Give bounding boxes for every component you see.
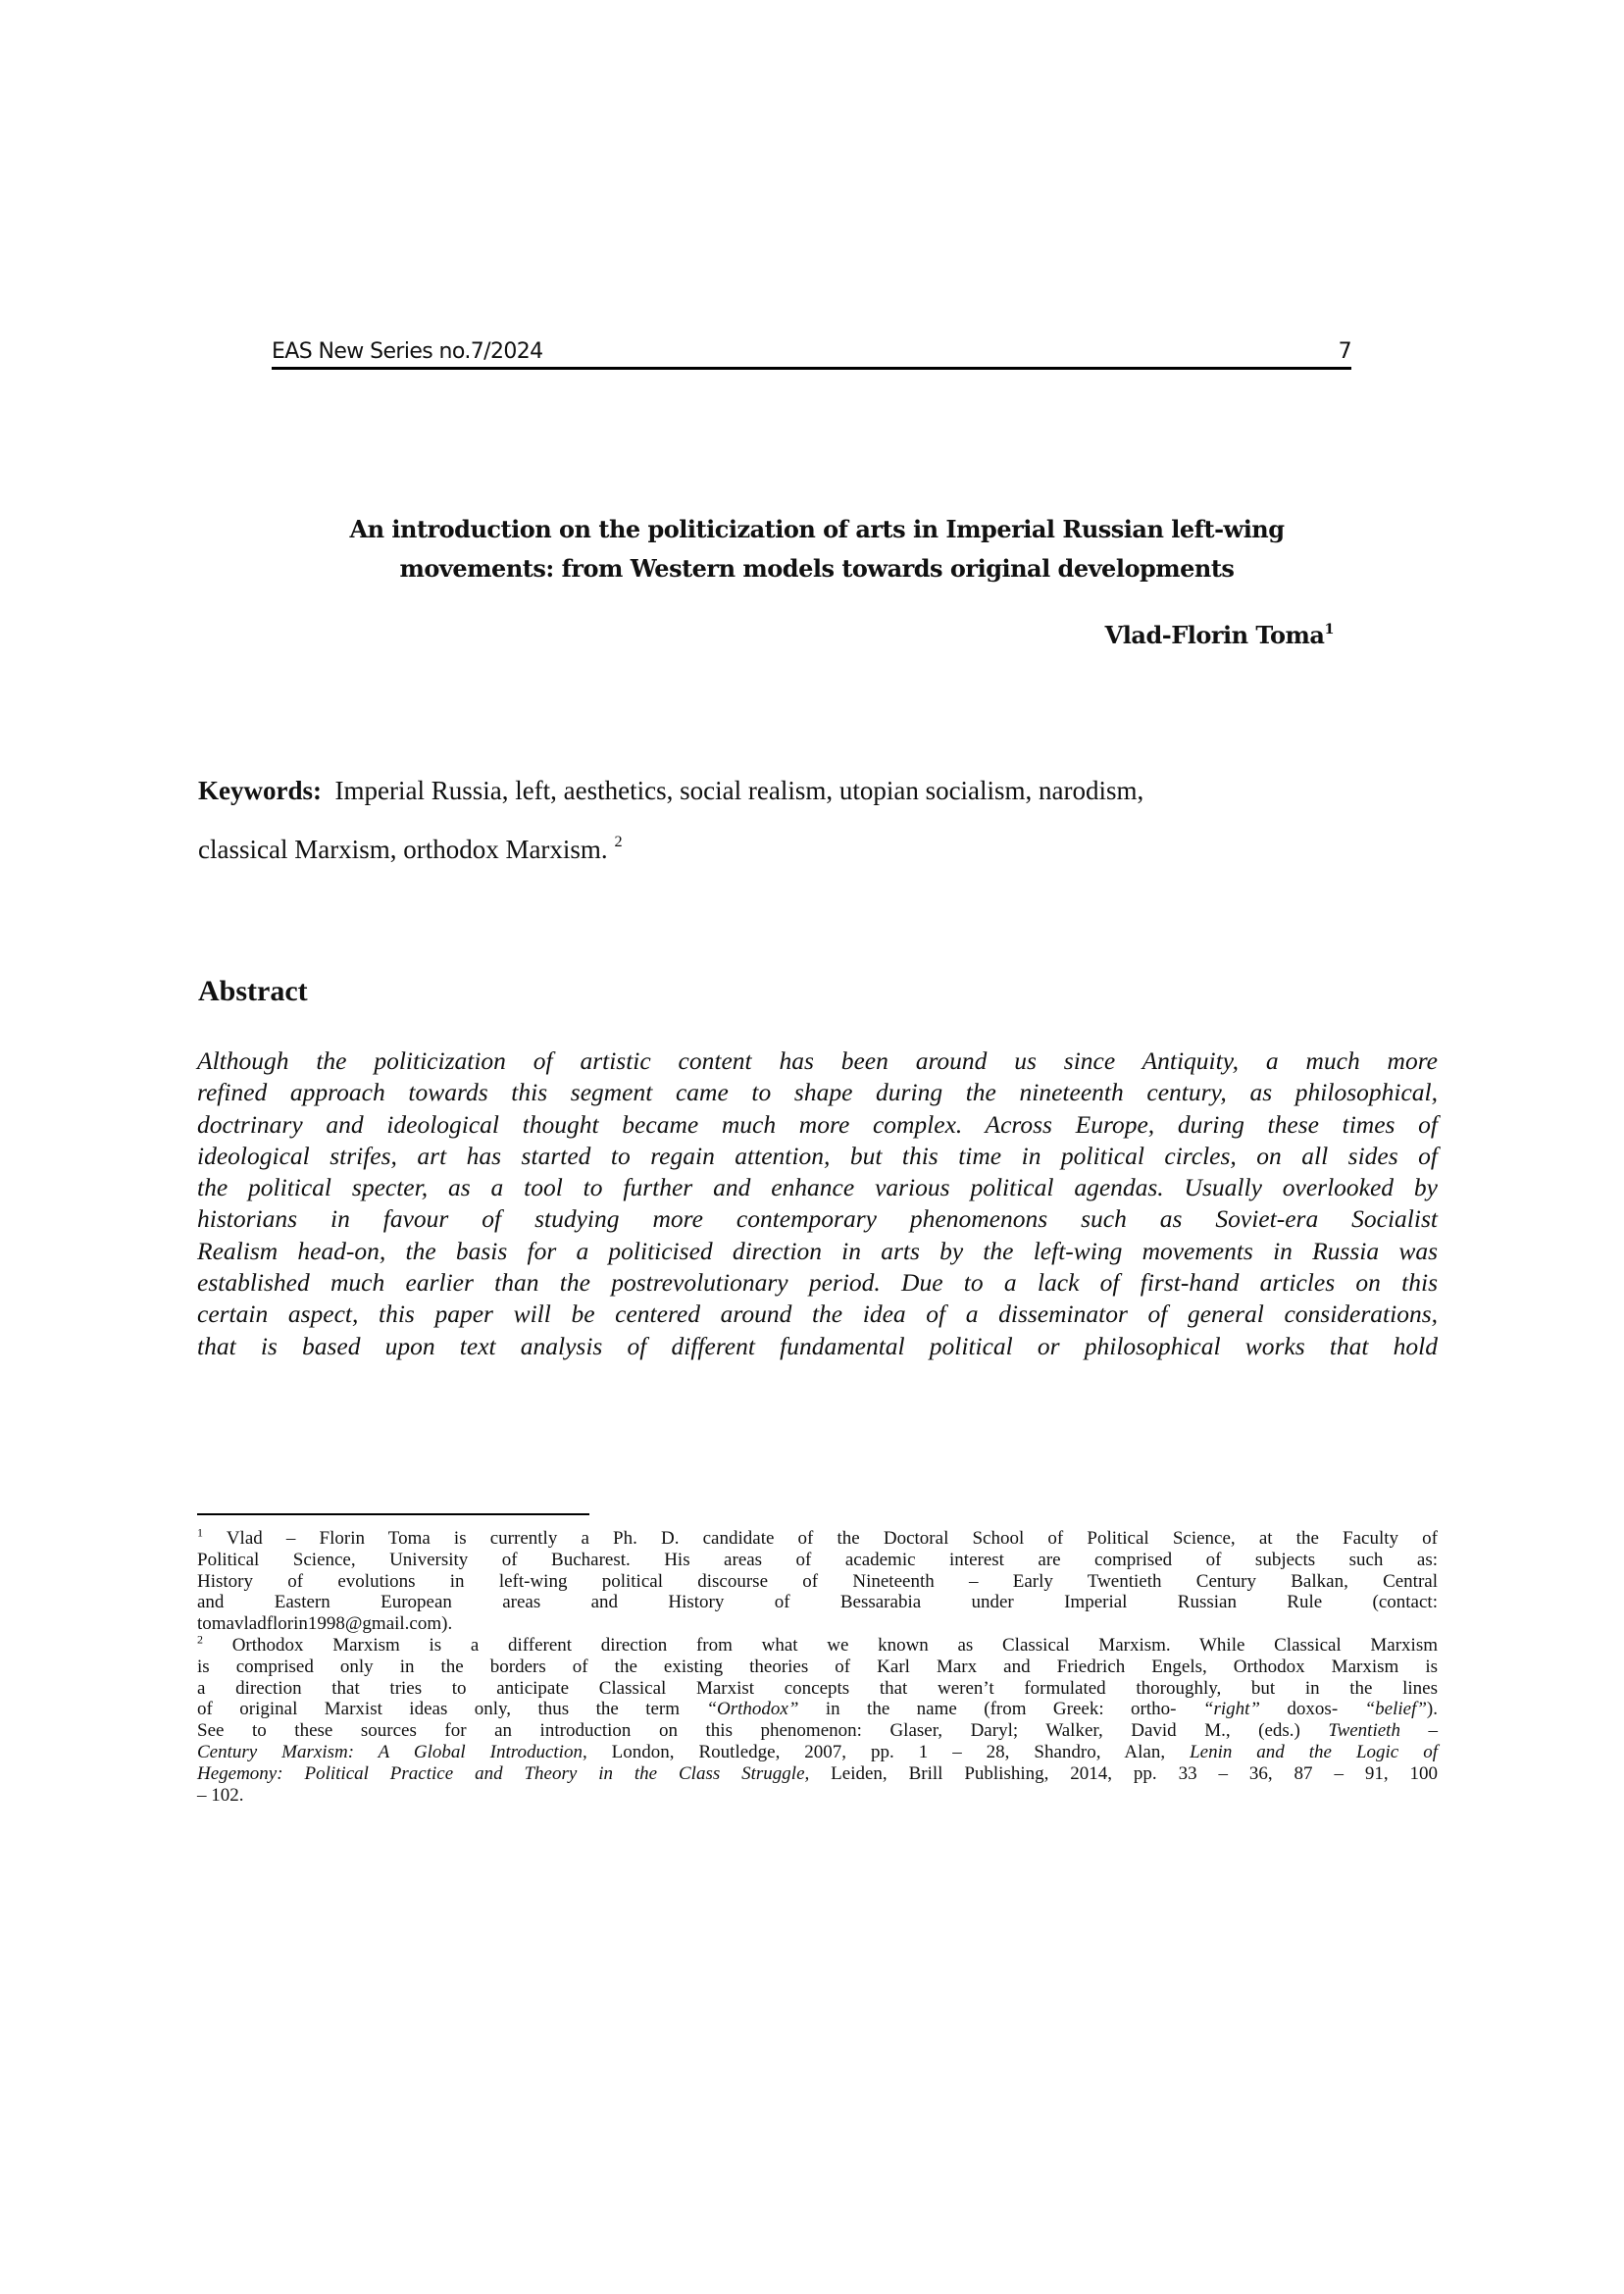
abstract-line: ideological strifes, art has started to regain attention, but this time in political circles, on all sides of bbox=[197, 1141, 1438, 1170]
book-title: Twentieth – bbox=[1328, 1720, 1438, 1742]
abstract-line: certain aspect, this paper will be centered around the idea of a disseminator of general considerations, bbox=[197, 1300, 1438, 1329]
author-name bbox=[1105, 619, 1334, 652]
footnote-text: Leiden, Brill Publishing, 2014, pp. 33 – 36, 87 – 91, 100 bbox=[809, 1762, 1438, 1784]
author-text: Vlad-Florin Toma bbox=[1104, 621, 1325, 649]
abstract-line: historians in favour of studying more contemporary phenomenons such as Soviet-era Socialist bbox=[197, 1204, 1438, 1234]
footnote-2-line bbox=[197, 1742, 1438, 1763]
footnote-text: ). bbox=[1426, 1699, 1438, 1720]
footnote-1-line bbox=[197, 1613, 1438, 1635]
abstract-line: Although the politicization of artistic content has been around us since Antiquity, a much more bbox=[197, 1046, 1438, 1075]
footnote-1-line: History of evolutions in left-wing political discourse of Nineteenth – Early Twentieth Century Balkan, Central bbox=[197, 1570, 1438, 1592]
footnote-text: Vlad – Florin Toma is currently a Ph. D. candidate of the Doctoral School of Political Science, at the Faculty of bbox=[226, 1528, 1438, 1549]
footnote-1-line bbox=[197, 1525, 1438, 1550]
footnote-1-line: and Eastern European areas and History of Bessarabia under Imperial Russian Rule (contact: bbox=[197, 1592, 1438, 1613]
keywords-label: Keywords: bbox=[198, 776, 322, 805]
running-header bbox=[272, 335, 1351, 370]
footnote-text: in the name (from Greek: ortho- bbox=[798, 1699, 1203, 1720]
abstract-line: established much earlier than the postrevolutionary period. Due to a lack of first-hand articles on this bbox=[197, 1268, 1438, 1298]
footnote-ref-1[interactable]: 1 bbox=[1324, 620, 1334, 637]
footnote-number: 1 bbox=[197, 1525, 203, 1540]
book-title: Century Marxism: A Global Introduction bbox=[197, 1741, 583, 1762]
footnote-text: doxos- bbox=[1260, 1699, 1365, 1720]
footnote-text: See to these sources for an introduction on this phenomenon: Glaser, Daryl; Walker, David M., (eds.) bbox=[197, 1720, 1329, 1742]
footnote-2-line: is comprised only in the borders of the existing theories of Karl Marx and Friedrich Engels, Orthodox Marxism is bbox=[197, 1656, 1438, 1677]
footnote-1-line: Political Science, University of Bucharest. His areas of academic interest are comprised of subjects such as: bbox=[197, 1549, 1438, 1570]
footnote-text: , London, Routledge, 2007, pp. 1 – 28, Shandro, Alan, bbox=[582, 1741, 1191, 1762]
footnote-italic-term: “Orthodox” bbox=[706, 1699, 799, 1720]
title-line: An introduction on the politicization of arts in Imperial Russian left-wing bbox=[349, 515, 1285, 543]
journal-issue-label: EAS New Series no.7/2024 bbox=[272, 339, 543, 364]
book-title: Lenin and the Logic of bbox=[1190, 1741, 1438, 1762]
footnote-2-line: – 102. bbox=[197, 1784, 244, 1806]
keywords-text: classical Marxism, orthodox Marxism. bbox=[198, 835, 608, 864]
contact-email-link[interactable]: tomavladflorin1998@gmail.com). bbox=[197, 1613, 453, 1635]
footnote-separator bbox=[197, 1513, 589, 1515]
footnote-2-line bbox=[197, 1699, 1438, 1720]
footnote-italic-term: “right” bbox=[1202, 1699, 1260, 1720]
page-number: 7 bbox=[1338, 339, 1351, 364]
keywords-text: Imperial Russia, left, aesthetics, social realism, utopian socialism, narodism, bbox=[334, 776, 1144, 805]
abstract-line: doctrinary and ideological thought became much more complex. Across Europe, during these times of bbox=[197, 1109, 1438, 1139]
footnote-2-line: a direction that tries to anticipate Classical Marxist concepts that weren’t formulated thoroughly, but in the lines bbox=[197, 1677, 1438, 1699]
abstract-line: Realism head-on, the basis for a politicised direction in arts by the left-wing movements in Russia was bbox=[197, 1236, 1438, 1265]
keywords-line-2 bbox=[198, 820, 1438, 879]
footnote-italic-term: “belief” bbox=[1364, 1699, 1427, 1720]
book-title: Hegemony: Political Practice and Theory in the Class Struggle, bbox=[197, 1762, 810, 1784]
footnote-text: of original Marxist ideas only, thus the term bbox=[197, 1699, 707, 1720]
footnote-ref-2[interactable]: 2 bbox=[614, 833, 623, 851]
footnote-2-line bbox=[197, 1632, 1439, 1657]
abstract-body bbox=[197, 1045, 1438, 1362]
abstract-heading: Abstract bbox=[198, 975, 308, 1007]
footnote-2-line bbox=[197, 1763, 1438, 1785]
keywords-line-1 bbox=[198, 761, 1438, 820]
footnote-number: 2 bbox=[197, 1632, 203, 1647]
keywords-block bbox=[198, 761, 1438, 879]
footnotes bbox=[197, 1525, 1439, 1806]
abstract-line: the political specter, as a tool to further and enhance various political agendas. Usually overlooked by bbox=[197, 1173, 1438, 1202]
abstract-line: that is based upon text analysis of different fundamental political or philosophical works that hold bbox=[197, 1331, 1438, 1360]
article-title bbox=[196, 510, 1438, 588]
abstract-line: refined approach towards this segment came to shape during the nineteenth century, as philosophical, bbox=[197, 1078, 1438, 1107]
title-line: movements: from Western models towards original developments bbox=[399, 554, 1235, 583]
footnote-text: Orthodox Marxism is a different direction from what we known as Classical Marxism. While Classical Marxism bbox=[231, 1634, 1439, 1656]
footnote-2-line bbox=[197, 1720, 1438, 1742]
